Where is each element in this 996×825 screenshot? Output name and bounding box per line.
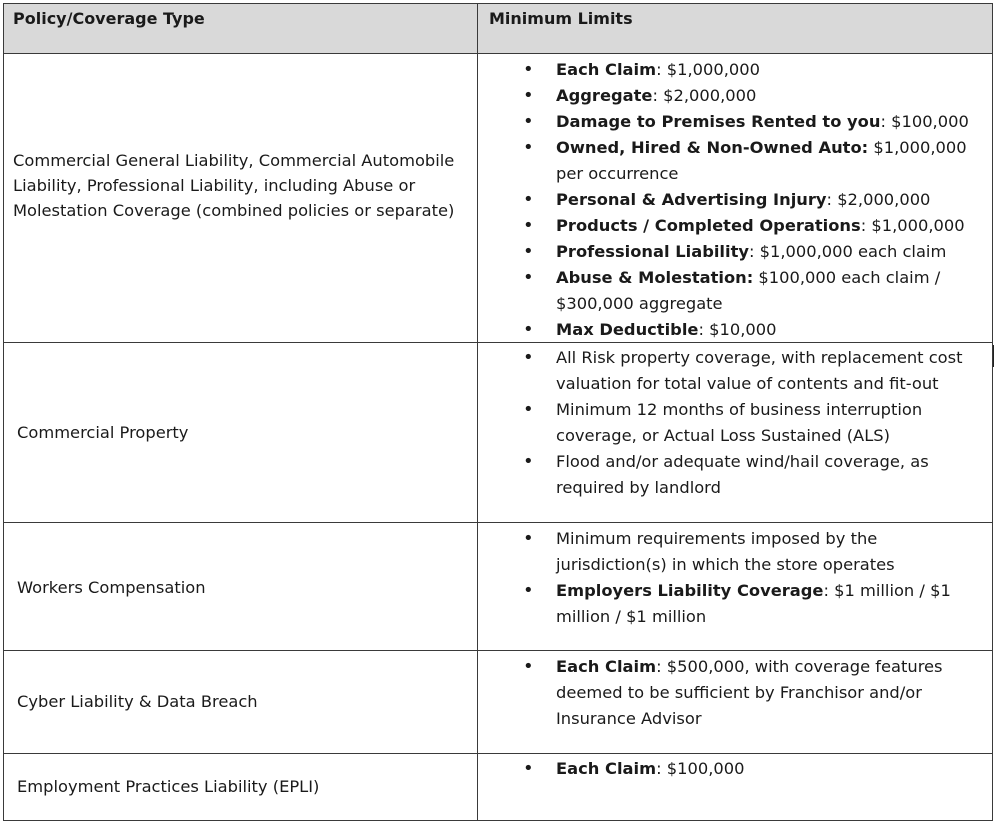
limit-item: • Each Claim: $1,000,000 [513,57,983,83]
text-cursor [993,345,994,367]
limit-item: • Each Claim: $100,000 [513,756,983,782]
policy-type-cell: Employment Practices Liability (EPLI) [17,777,320,796]
limit-item: • All Risk property coverage, with replacement cost valuation for total value of contents and fit-out [513,345,983,397]
policy-type-cell: Commercial General Liability, Commercial Automobile Liability, Professional Liability, including Abuse or Molestation Coverage (combined policies or separate) [13,151,455,220]
limits-list [513,345,983,501]
table-border-top [3,3,993,4]
table-border-left [3,3,4,821]
limits-list [513,526,983,630]
header-policy-type: Policy/Coverage Type [13,9,205,28]
limit-item: • Max Deductible: $10,000 [513,317,983,343]
row-divider [3,522,993,523]
coverage-table [3,3,993,821]
limits-list [513,756,983,782]
limit-item: • Employers Liability Coverage: $1 million / $1 million / $1 million [513,578,983,630]
limit-item: • Personal & Advertising Injury: $2,000,000 [513,187,983,213]
limit-item: • Professional Liability: $1,000,000 each claim [513,239,983,265]
row-divider [3,53,993,54]
column-divider [477,3,478,821]
limit-item: • Owned, Hired & Non-Owned Auto: $1,000,000 per occurrence [513,135,983,187]
policy-type-cell: Commercial Property [17,423,189,442]
limit-item: • Damage to Premises Rented to you: $100,000 [513,109,983,135]
limit-item: • Minimum 12 months of business interruption coverage, or Actual Loss Sustained (ALS) [513,397,983,449]
limit-item: • Each Claim: $500,000, with coverage features deemed to be sufficient by Franchisor and/or Insurance Advisor [513,654,983,732]
limit-item: • Flood and/or adequate wind/hail coverage, as required by landlord [513,449,983,501]
row-divider [3,650,993,651]
policy-type-cell: Workers Compensation [17,578,206,597]
table-border-right [992,3,993,821]
header-minimum-limits: Minimum Limits [489,9,633,28]
row-divider [3,753,993,754]
limit-item: • Products / Completed Operations: $1,000,000 [513,213,983,239]
limit-item: • Aggregate: $2,000,000 [513,83,983,109]
policy-type-cell: Cyber Liability & Data Breach [17,692,258,711]
limit-item: • Minimum requirements imposed by the jurisdiction(s) in which the store operates [513,526,983,578]
limits-list [513,654,983,732]
limits-list [513,57,983,343]
table-border-bottom [3,820,993,821]
limit-item: • Abuse & Molestation: $100,000 each claim / $300,000 aggregate [513,265,983,317]
